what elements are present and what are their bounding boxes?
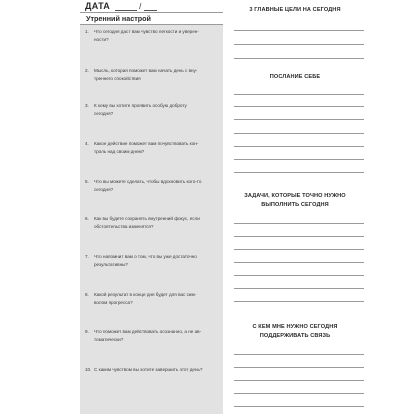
tasks-line-7[interactable] <box>234 301 364 302</box>
message-line-6[interactable] <box>234 159 364 160</box>
question-text: Как вы будете сохранять внутренний фокус, если <box>94 216 200 221</box>
question-text-cont: сегодня? <box>94 187 114 192</box>
question-text: К кому вы хотите проявить особую доброту <box>94 103 187 108</box>
question-number: 3. <box>85 103 89 108</box>
question-1 <box>85 28 220 44</box>
goals-line-3[interactable] <box>234 58 364 59</box>
question-text: Какой результат в конце дня будет для вас сим- <box>94 292 197 297</box>
tasks-line-6[interactable] <box>234 288 364 289</box>
question-text: Что сегодня даст вам чувство легкости и уверен- <box>94 29 199 34</box>
question-number: 10. <box>85 367 92 372</box>
question-text-cont: троль над своим днем? <box>94 149 145 154</box>
question-8 <box>85 291 220 307</box>
tasks-line-4[interactable] <box>234 262 364 263</box>
question-text-cont: волом прогресса? <box>94 300 133 305</box>
question-text: Что вы можете сделать, чтобы вдохновить кого-то <box>94 179 202 184</box>
date-month-field[interactable] <box>144 3 157 11</box>
question-7 <box>85 253 220 269</box>
question-10 <box>85 366 220 374</box>
tasks-line-2[interactable] <box>234 236 364 237</box>
question-number: 8. <box>85 292 89 297</box>
connect-line-5[interactable] <box>234 406 364 407</box>
connect-line-3[interactable] <box>234 380 364 381</box>
message-line-4[interactable] <box>234 133 364 134</box>
connect-line-4[interactable] <box>234 393 364 394</box>
question-text-cont: томатически? <box>94 337 124 342</box>
question-number: 1. <box>85 29 89 34</box>
connect-line-1[interactable] <box>234 354 364 355</box>
question-number: 9. <box>85 329 89 334</box>
date-row <box>85 0 159 11</box>
question-9 <box>85 328 220 344</box>
goals-line-2[interactable] <box>234 44 364 45</box>
question-5 <box>85 178 220 194</box>
question-4 <box>85 140 220 156</box>
tasks-line-1[interactable] <box>234 223 364 224</box>
question-6 <box>85 215 220 231</box>
date-separator: / <box>139 2 142 11</box>
message-title: ПОСЛАНИЕ СЕБЕ <box>269 74 321 80</box>
question-number: 7. <box>85 254 89 259</box>
tasks-title-line-1: ЗАДАЧИ, КОТОРЫЕ ТОЧНО НУЖНО <box>244 193 346 199</box>
message-line-1[interactable] <box>234 94 364 95</box>
date-day-field[interactable] <box>115 3 137 11</box>
question-number: 2. <box>85 68 89 73</box>
question-text-cont: обстоятельства изменятся? <box>94 224 154 229</box>
question-text: Что напомнит вам о том, что вы уже достаточно <box>94 254 197 259</box>
question-text: Мысль, которая поможет вам начать день с вну- <box>94 68 198 73</box>
question-text-cont: ности? <box>94 37 109 42</box>
question-number: 4. <box>85 141 89 146</box>
date-label: ДАТА <box>85 1 111 11</box>
goals-line-1[interactable] <box>234 30 364 31</box>
question-text: Какое действие поможет вам почувствовать кон- <box>94 141 199 146</box>
question-2 <box>85 67 220 83</box>
connect-line-2[interactable] <box>234 367 364 368</box>
message-line-3[interactable] <box>234 119 364 120</box>
question-text: С каким чувством вы хотите завершить этот день? <box>94 367 203 372</box>
question-text-cont: треннего спокойствия <box>94 76 141 81</box>
morning-title: Утренний настрой <box>80 12 223 25</box>
message-line-5[interactable] <box>234 146 364 147</box>
connect-title-line-1: С КЕМ МНЕ НУЖНО СЕГОДНЯ <box>252 324 338 330</box>
tasks-line-5[interactable] <box>234 275 364 276</box>
question-text: Что поможет вам действовать осознанно, а не ав- <box>94 329 202 334</box>
connect-title-line-2: ПОДДЕРЖИВАТЬ СВЯЗЬ <box>259 333 331 339</box>
question-number: 5. <box>85 179 89 184</box>
goals-title: 3 ГЛАВНЫЕ ЦЕЛИ НА СЕГОДНЯ <box>249 7 341 13</box>
tasks-title-line-2: ВЫПОЛНИТЬ СЕГОДНЯ <box>261 202 329 208</box>
question-text-cont: результативны? <box>94 262 128 267</box>
message-line-7[interactable] <box>234 172 364 173</box>
question-number: 6. <box>85 216 89 221</box>
question-3 <box>85 102 220 118</box>
tasks-line-3[interactable] <box>234 249 364 250</box>
question-text-cont: сегодня? <box>94 111 114 116</box>
message-line-2[interactable] <box>234 106 364 107</box>
